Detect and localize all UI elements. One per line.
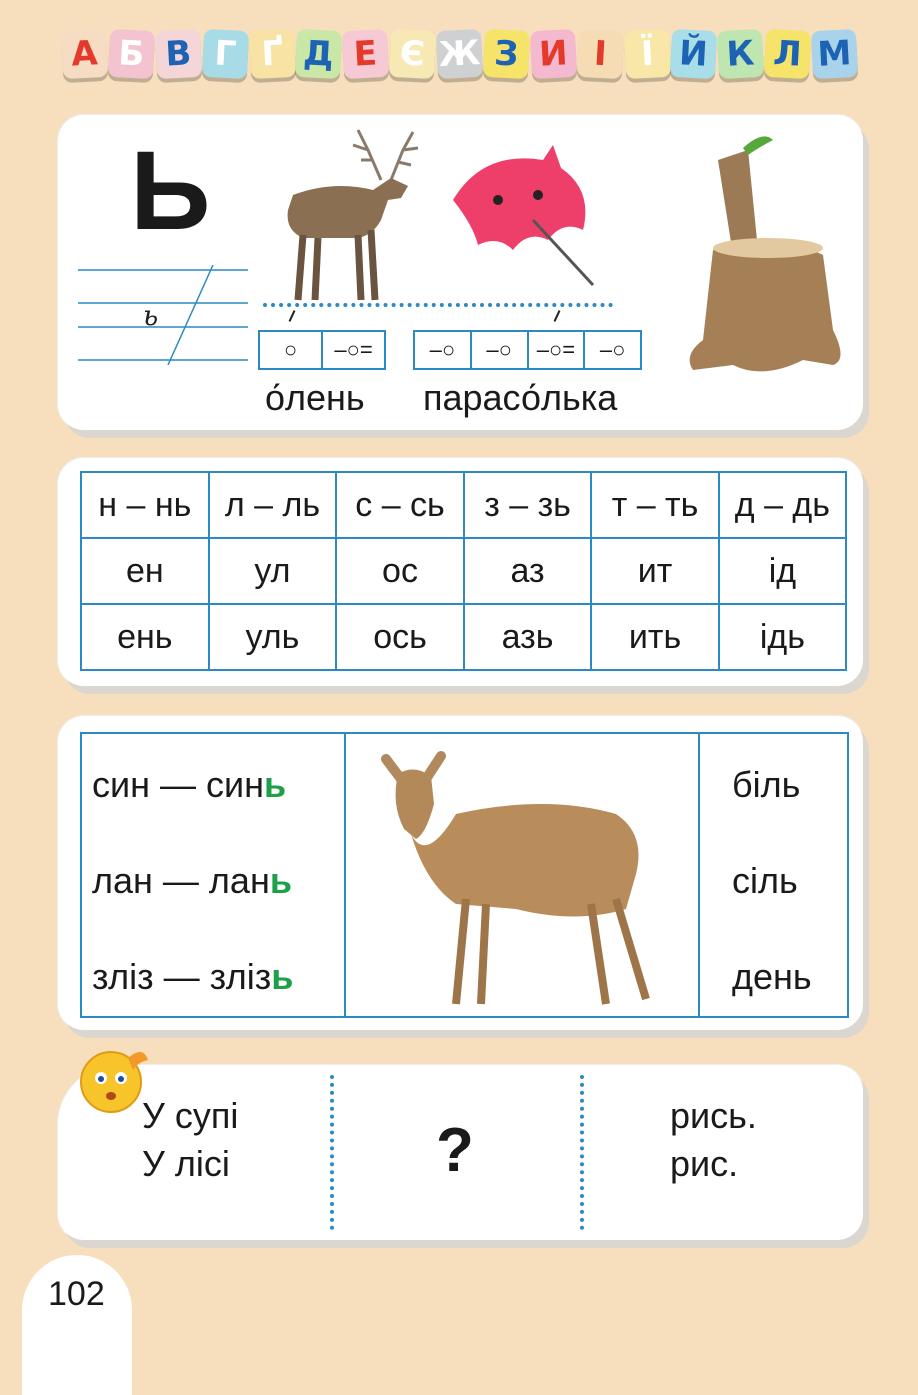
deer-image (346, 734, 698, 1016)
sound-scheme-olen (258, 330, 386, 370)
alphabet-tile: З (483, 29, 530, 79)
big-letter: Ь (130, 128, 211, 253)
pair-row-3 (92, 956, 293, 998)
elk-image (263, 120, 423, 305)
riddle-option-1: рись. (670, 1095, 757, 1136)
table-cell: азь (464, 604, 591, 670)
words-column (700, 734, 847, 1016)
deer-column (346, 734, 700, 1016)
syllable-table (80, 471, 847, 671)
table-cell: ос (336, 538, 464, 604)
pair-text: зліз — зліз (92, 956, 272, 997)
pair-row-1 (92, 764, 286, 806)
umbrella-image (443, 140, 603, 290)
alphabet-tile: І (576, 29, 623, 79)
table-cell: ось (336, 604, 464, 670)
soft-sign: ь (269, 860, 292, 901)
letter-intro-panel (58, 115, 863, 430)
soft-sign: ь (271, 956, 294, 997)
word-pairs-grid (80, 732, 849, 1018)
word-sil: сіль (732, 860, 798, 901)
accent-mark (553, 310, 560, 322)
alphabet-tile: Є (389, 29, 436, 79)
word-parasolka: парасо́лька (423, 377, 618, 418)
dotted-divider (330, 1075, 334, 1230)
alphabet-tile: И (530, 29, 577, 79)
stump-letter-image (673, 130, 853, 385)
page-number: 102 (48, 1275, 105, 1313)
riddle-line-1: У супі (142, 1095, 239, 1136)
alphabet-tile: Б (108, 29, 155, 79)
handwriting-lines (78, 265, 248, 365)
table-cell: аз (464, 538, 591, 604)
table-cell: ул (209, 538, 337, 604)
table-cell: з – зь (464, 472, 591, 538)
word-olen: о́лень (265, 377, 365, 418)
alphabet-tile: Й (670, 29, 717, 79)
table-cell: с – сь (336, 472, 464, 538)
riddle-panel (58, 1065, 863, 1240)
word-pairs-panel (58, 716, 863, 1030)
scheme-cell: ○ (260, 332, 323, 368)
riddle-line-2: У лісі (142, 1143, 230, 1184)
alphabet-tile: Ґ (248, 29, 295, 79)
table-cell: ить (591, 604, 719, 670)
soft-sign: ь (263, 764, 287, 805)
table-cell: ень (81, 604, 209, 670)
alphabet-tile: М (811, 29, 858, 79)
scheme-cell: –○= (529, 332, 586, 368)
table-cell: д – дь (719, 472, 846, 538)
table-cell: т – ть (591, 472, 719, 538)
dotted-separator (263, 303, 613, 307)
table-cell: уль (209, 604, 337, 670)
accent-mark (288, 310, 295, 322)
scheme-cell: –○ (472, 332, 529, 368)
handwritten-letter: ь (143, 299, 159, 332)
table-cell: ід (719, 538, 846, 604)
thinking-face-icon (73, 1040, 153, 1120)
table-row-soft (81, 604, 846, 670)
alphabet-tile: В (155, 29, 202, 79)
alphabet-tile: А (61, 29, 108, 79)
table-cell: н – нь (81, 472, 209, 538)
word-bil: біль (732, 764, 801, 805)
scheme-cell: –○ (415, 332, 472, 368)
table-cell: ен (81, 538, 209, 604)
table-cell: ідь (719, 604, 846, 670)
alphabet-strip (62, 30, 857, 82)
alphabet-tile: К (717, 29, 764, 79)
alphabet-tile: Е (342, 29, 389, 79)
page-number-tab (22, 1255, 132, 1395)
alphabet-tile: Ж (436, 29, 483, 79)
pairs-column (82, 734, 346, 1016)
sound-scheme-parasolka (413, 330, 642, 370)
pair-text: лан — лан (92, 860, 270, 901)
alphabet-tile: Д (295, 29, 342, 79)
scheme-cell: –○ (599, 337, 626, 362)
word-den: день (732, 956, 812, 997)
table-cell: л – ль (209, 472, 337, 538)
table-cell: ит (591, 538, 719, 604)
dotted-divider (580, 1075, 584, 1230)
riddle-option-2: рис. (670, 1143, 739, 1184)
alphabet-tile: Г (201, 29, 248, 79)
pair-row-2 (92, 860, 292, 902)
scheme-cell: –○= (334, 337, 373, 362)
table-row-header (81, 472, 846, 538)
alphabet-tile: Л (764, 29, 811, 79)
table-row-hard (81, 538, 846, 604)
pair-text: син — син (92, 764, 264, 805)
question-mark: ? (436, 1116, 474, 1185)
alphabet-tile: Ї (623, 29, 670, 79)
syllable-panel (58, 458, 863, 686)
